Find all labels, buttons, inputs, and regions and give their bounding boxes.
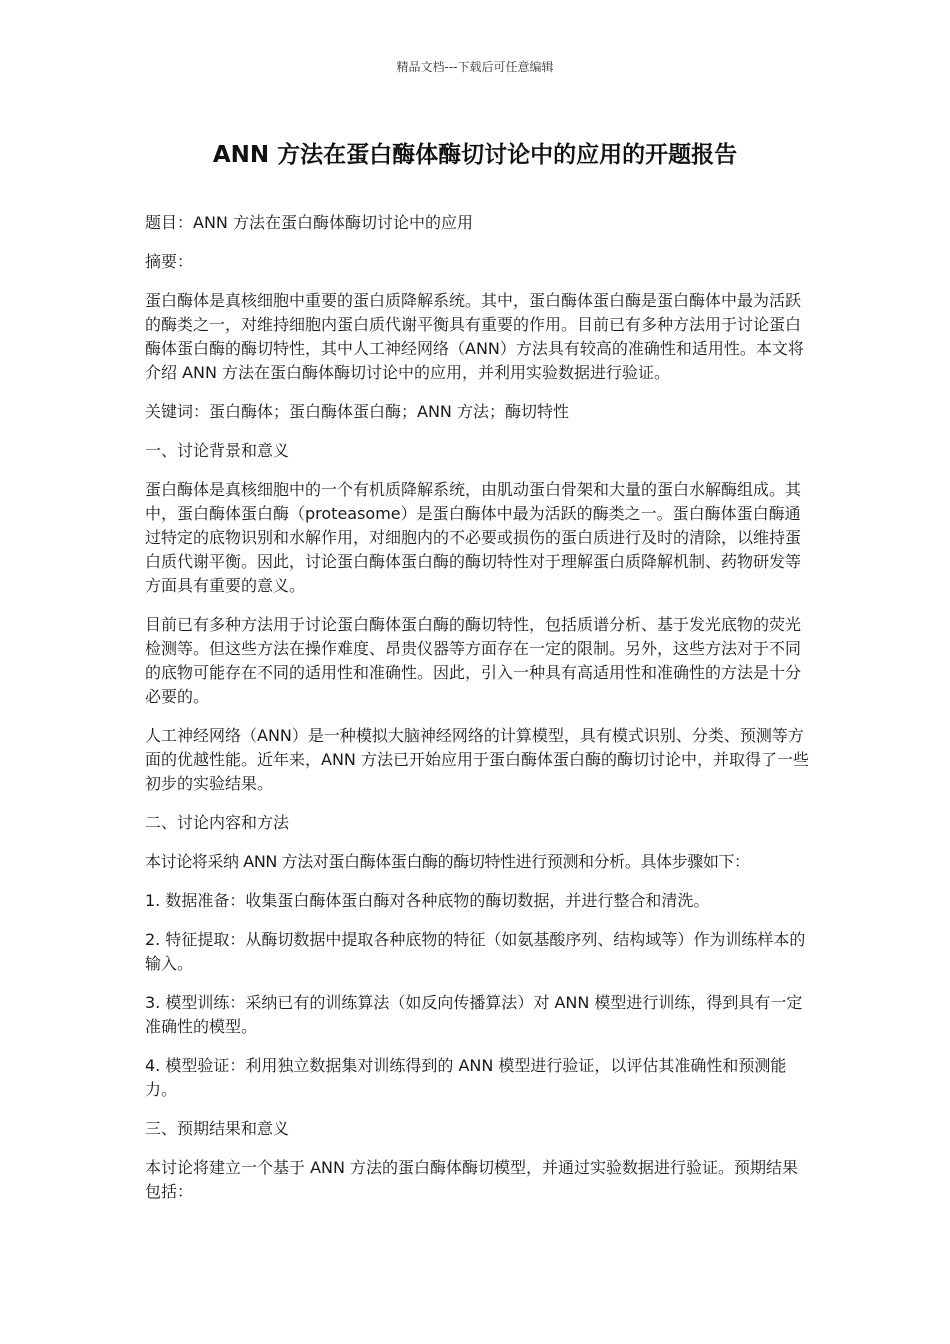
- section-heading-methods: 二、讨论内容和方法: [145, 813, 290, 832]
- page-header-note: 精品文档---下载后可任意编辑: [396, 60, 554, 74]
- document-title: ANN 方法在蛋白酶体酶切讨论中的应用的开题报告: [212, 142, 738, 168]
- results-paragraph: 本讨论将建立一个基于 ANN 方法的蛋白酶体酶切模型，并通过实验数据进行验证。预期结果包括：: [145, 1158, 799, 1201]
- section-heading-results: 三、预期结果和意义: [145, 1119, 290, 1138]
- section-heading-background: 一、讨论背景和意义: [145, 441, 290, 460]
- background-paragraph-3: 人工神经网络（ANN）是一种模拟大脑神经网络的计算模型，具有模式识别、分类、预测等方面的优越性能。近年来，ANN 方法已开始应用于蛋白酶体蛋白酶的酶切讨论中，并取得了一些初步的实验结果。: [145, 726, 809, 793]
- method-step-1: 1. 数据准备：收集蛋白酶体蛋白酶对各种底物的酶切数据，并进行整合和清洗。: [145, 891, 710, 910]
- keywords-line: 关键词：蛋白酶体；蛋白酶体蛋白酶；ANN 方法；酶切特性: [145, 402, 569, 421]
- abstract-paragraph: 蛋白酶体是真核细胞中重要的蛋白质降解系统。其中，蛋白酶体蛋白酶是蛋白酶体中最为活跃的酶类之一，对维持细胞内蛋白质代谢平衡具有重要的作用。目前已有多种方法用于讨论蛋白酶体蛋白酶的酶切特性，其中人工神经网络（ANN）方法具有较高的准确性和适用性。本文将介绍 ANN 方法在蛋白酶体酶切讨论中的应用，并利用实验数据进行验证。: [145, 291, 804, 382]
- methods-intro-paragraph: 本讨论将采纳 ANN 方法对蛋白酶体蛋白酶的酶切特性进行预测和分析。具体步骤如下：: [145, 852, 750, 871]
- document-body: [145, 211, 813, 1219]
- method-step-3: 3. 模型训练：采纳已有的训练算法（如反向传播算法）对 ANN 模型进行训练，得到具有一定准确性的模型。: [145, 993, 803, 1036]
- abstract-heading: 摘要：: [145, 252, 194, 271]
- background-paragraph-1: 蛋白酶体是真核细胞中的一个有机质降解系统，由肌动蛋白骨架和大量的蛋白水解酶组成。其中，蛋白酶体蛋白酶（proteasome）是蛋白酶体中最为活跃的酶类之一。蛋白酶体蛋白酶通过特定的底物识别和水解作用，对细胞内的不必要或损伤的蛋白质进行及时的清除，以维持蛋白质代谢平衡。因此，讨论蛋白酶体蛋白酶的酶切特性对于理解蛋白质降解机制、药物研发等方面具有重要的意义。: [145, 480, 802, 595]
- method-step-2: 2. 特征提取：从酶切数据中提取各种底物的特征（如氨基酸序列、结构域等）作为训练样本的输入。: [145, 930, 806, 973]
- topic-line: 题目：ANN 方法在蛋白酶体酶切讨论中的应用: [145, 213, 473, 232]
- background-paragraph-2: 目前已有多种方法用于讨论蛋白酶体蛋白酶的酶切特性，包括质谱分析、基于发光底物的荧光检测等。但这些方法在操作难度、昂贵仪器等方面存在一定的限制。另外，这些方法对于不同的底物可能存在不同的适用性和准确性。因此，引入一种具有高适用性和准确性的方法是十分必要的。: [145, 615, 802, 706]
- method-step-4: 4. 模型验证：利用独立数据集对训练得到的 ANN 模型进行验证，以评估其准确性和预测能力。: [145, 1056, 787, 1099]
